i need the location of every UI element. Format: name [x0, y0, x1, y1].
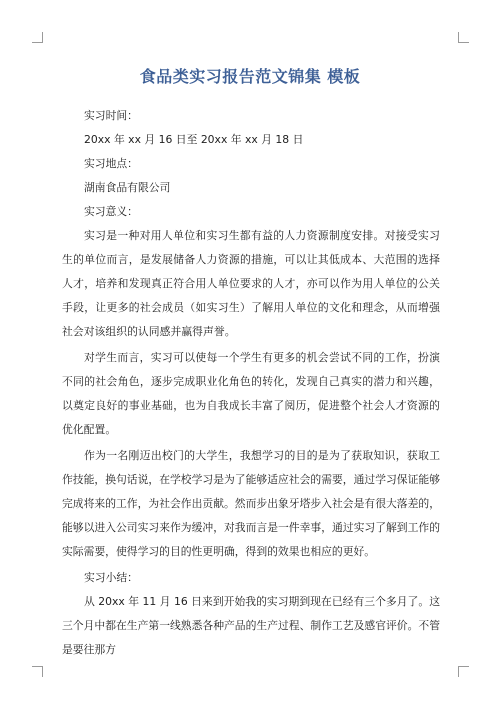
document-body: [62, 104, 440, 664]
page-corner-mark-bottom-right: [458, 666, 469, 677]
document-title: 食品类实习报告范文锦集 模板: [139, 67, 361, 86]
internship-summary-label: 实习小结：: [84, 571, 138, 584]
meaning-paragraph-3: 作为一名刚迈出校门的大学生，我想学习的目的是为了获取知识，获取工作技能，换句话说，在学校学习是为了能够适应社会的需要，通过学习保证能够完成将来的工作，为社会作出贡献。然而步出象牙塔步入社会是有很大落差的，能够以进入公司实习来作为缓冲，对我而言是一件幸事，通过实习了解到工作的实际需要，使得学习的目的性更明确，得到的效果也相应的更好。: [62, 449, 440, 558]
internship-time-label: 实习时间：: [84, 109, 138, 122]
internship-meaning-label: 实习意义：: [84, 205, 138, 218]
internship-time-value: 20xx 年 xx 月 16 日至 20xx 年 xx 月 18 日: [84, 133, 304, 146]
page-corner-mark-top-right: [458, 32, 469, 43]
page-corner-mark-top-left: [32, 32, 43, 43]
meaning-paragraph-2: 对学生而言，实习可以使每一个学生有更多的机会尝试不同的工作，扮演不同的社会角色，逐步完成职业化角色的转化，发现自己真实的潜力和兴趣，以奠定良好的事业基础，也为自我成长丰富了阅历，促进整个社会人才资源的优化配置。: [62, 351, 440, 436]
page-corner-mark-bottom-left: [32, 666, 43, 677]
internship-place-value: 湖南食品有限公司: [84, 181, 171, 194]
summary-paragraph: 从 20xx 年 11 月 16 日来到开始我的实习期到现在已经有三个多月了。这三个月中都在生产第一线熟悉各种产品的生产过程、制作工艺及感官评价。不管是要往那方: [62, 595, 440, 656]
meaning-paragraph-1: 实习是一种对用人单位和实习生都有益的人力资源制度安排。对接受实习生的单位而言，是发展储备人力资源的措施，可以让其低成本、大范围的选择人才，培养和发现真正符合用人单位要求的人才，亦可以作为用人单位的公关手段，让更多的社会成员（如实习生）了解用人单位的文化和理念，从而增强社会对该组织的认同感并赢得声誉。: [62, 229, 440, 338]
internship-place-label: 实习地点：: [84, 157, 138, 170]
